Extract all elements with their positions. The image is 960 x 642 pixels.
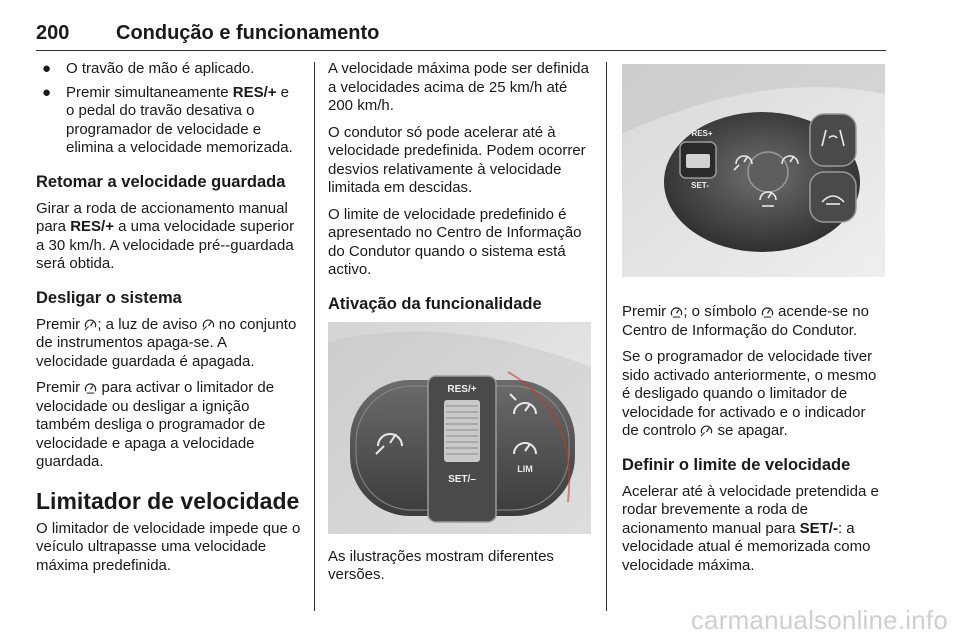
- column-divider: [314, 62, 315, 611]
- max-speed-paragraph: A velocidade máxima pode ser definida a velocidades acima de 25 km/h até 200 km/h.: [328, 60, 589, 114]
- section-heading-off: Desligar o sistema: [36, 288, 182, 307]
- cruise-control-icon: [700, 424, 713, 437]
- speed-limiter-icon: [761, 305, 774, 318]
- set-label: SET/–: [448, 473, 476, 485]
- column-right: [622, 60, 886, 583]
- button-label-res: RES/+: [70, 218, 114, 235]
- limiter-on-paragraph: Premir ; o símbolo acende-se no Centro de Informação do Condutor.: [622, 303, 869, 339]
- res-label: RES/+: [447, 383, 477, 395]
- off-paragraph-2: Premir para activar o limitador de velocidade ou desligar a ignição também desliga o programador de velocidade e apaga a velocidade guardada.: [36, 379, 275, 470]
- bullet-list: [36, 60, 301, 158]
- page-header: [36, 22, 886, 52]
- set-label: SET-: [691, 181, 709, 190]
- lim-label: LIM: [517, 463, 533, 474]
- illustration-svg: [328, 322, 591, 534]
- column-left: [36, 60, 301, 583]
- column-divider: [606, 62, 607, 611]
- list-item-text: O travão de mão é aplicado.: [66, 60, 255, 77]
- list-item: [36, 60, 301, 79]
- list-item-text: e o pedal do travão desativa o programador de velocidade e elimina a velocidade memorizada.: [66, 83, 293, 156]
- cruise-control-icon: [202, 318, 215, 331]
- header-rule: [36, 50, 886, 51]
- section-heading-activation: Ativação da funcionalidade: [328, 294, 542, 313]
- speed-limiter-icon: [84, 381, 97, 394]
- page-number: 200: [36, 22, 70, 44]
- speed-limiter-icon: [670, 305, 683, 318]
- steering-wheel-controls-illustration-1: [328, 322, 591, 534]
- list-item: [36, 84, 301, 158]
- button-label-res: RES/+: [232, 83, 277, 101]
- accelerate-paragraph: O condutor só pode acelerar até à velocidade predefinida. Podem ocorrer desvios relativamente à velocidade limitada em descidas.: [328, 123, 586, 196]
- off-paragraph-1: Premir ; a luz de aviso no conjunto de instrumentos apaga-se. A velocidade guardada é apagada.: [36, 315, 297, 370]
- cruise-off-paragraph: Se o programador de velocidade tiver sido activado anteriormente, o mesmo é desligado quando o limitador de velocidade for activado e o indicador de controlo se apagar.: [622, 348, 877, 439]
- chapter-title: Condução e funcionamento: [116, 22, 380, 44]
- display-paragraph: O limite de velocidade predefinido é apresentado no Centro de Informação do Condutor quando o sistema está activo.: [328, 205, 582, 278]
- bullet-icon: ●: [42, 83, 52, 101]
- button-label-set: SET/-: [799, 519, 838, 537]
- section-heading-define-limit: Definir o limite de velocidade: [622, 455, 851, 474]
- res-label: RES+: [691, 129, 713, 138]
- illustration-svg: [622, 64, 885, 277]
- watermark: carmanualsonline.info: [690, 605, 948, 635]
- bullet-icon: ●: [42, 60, 52, 77]
- define-limit-paragraph: Acelerar até à velocidade pretendida e rodar brevemente a roda de acionamento manual para SET/-: a velocidade atual é memorizada como velocidade máxima.: [622, 482, 879, 574]
- section-heading-limiter: Limitador de velocidade: [36, 487, 300, 514]
- cruise-control-icon: [84, 318, 97, 331]
- section-heading-resume: Retomar a velocidade guardada: [36, 172, 286, 191]
- steering-wheel-controls-illustration-2: [622, 64, 885, 277]
- list-item-text: Premir simultaneamente: [66, 83, 233, 101]
- limiter-paragraph: O limitador de velocidade impede que o veículo ultrapasse uma velocidade máxima predefinida.: [36, 519, 301, 574]
- resume-paragraph: Girar a roda de accionamento manual para RES/+ a uma velocidade superior a 30 km/h. A velocidade pré--guardada será obtida.: [36, 199, 295, 272]
- column-middle: [328, 60, 590, 593]
- figure-caption: As ilustrações mostram diferentes versões.: [328, 547, 554, 583]
